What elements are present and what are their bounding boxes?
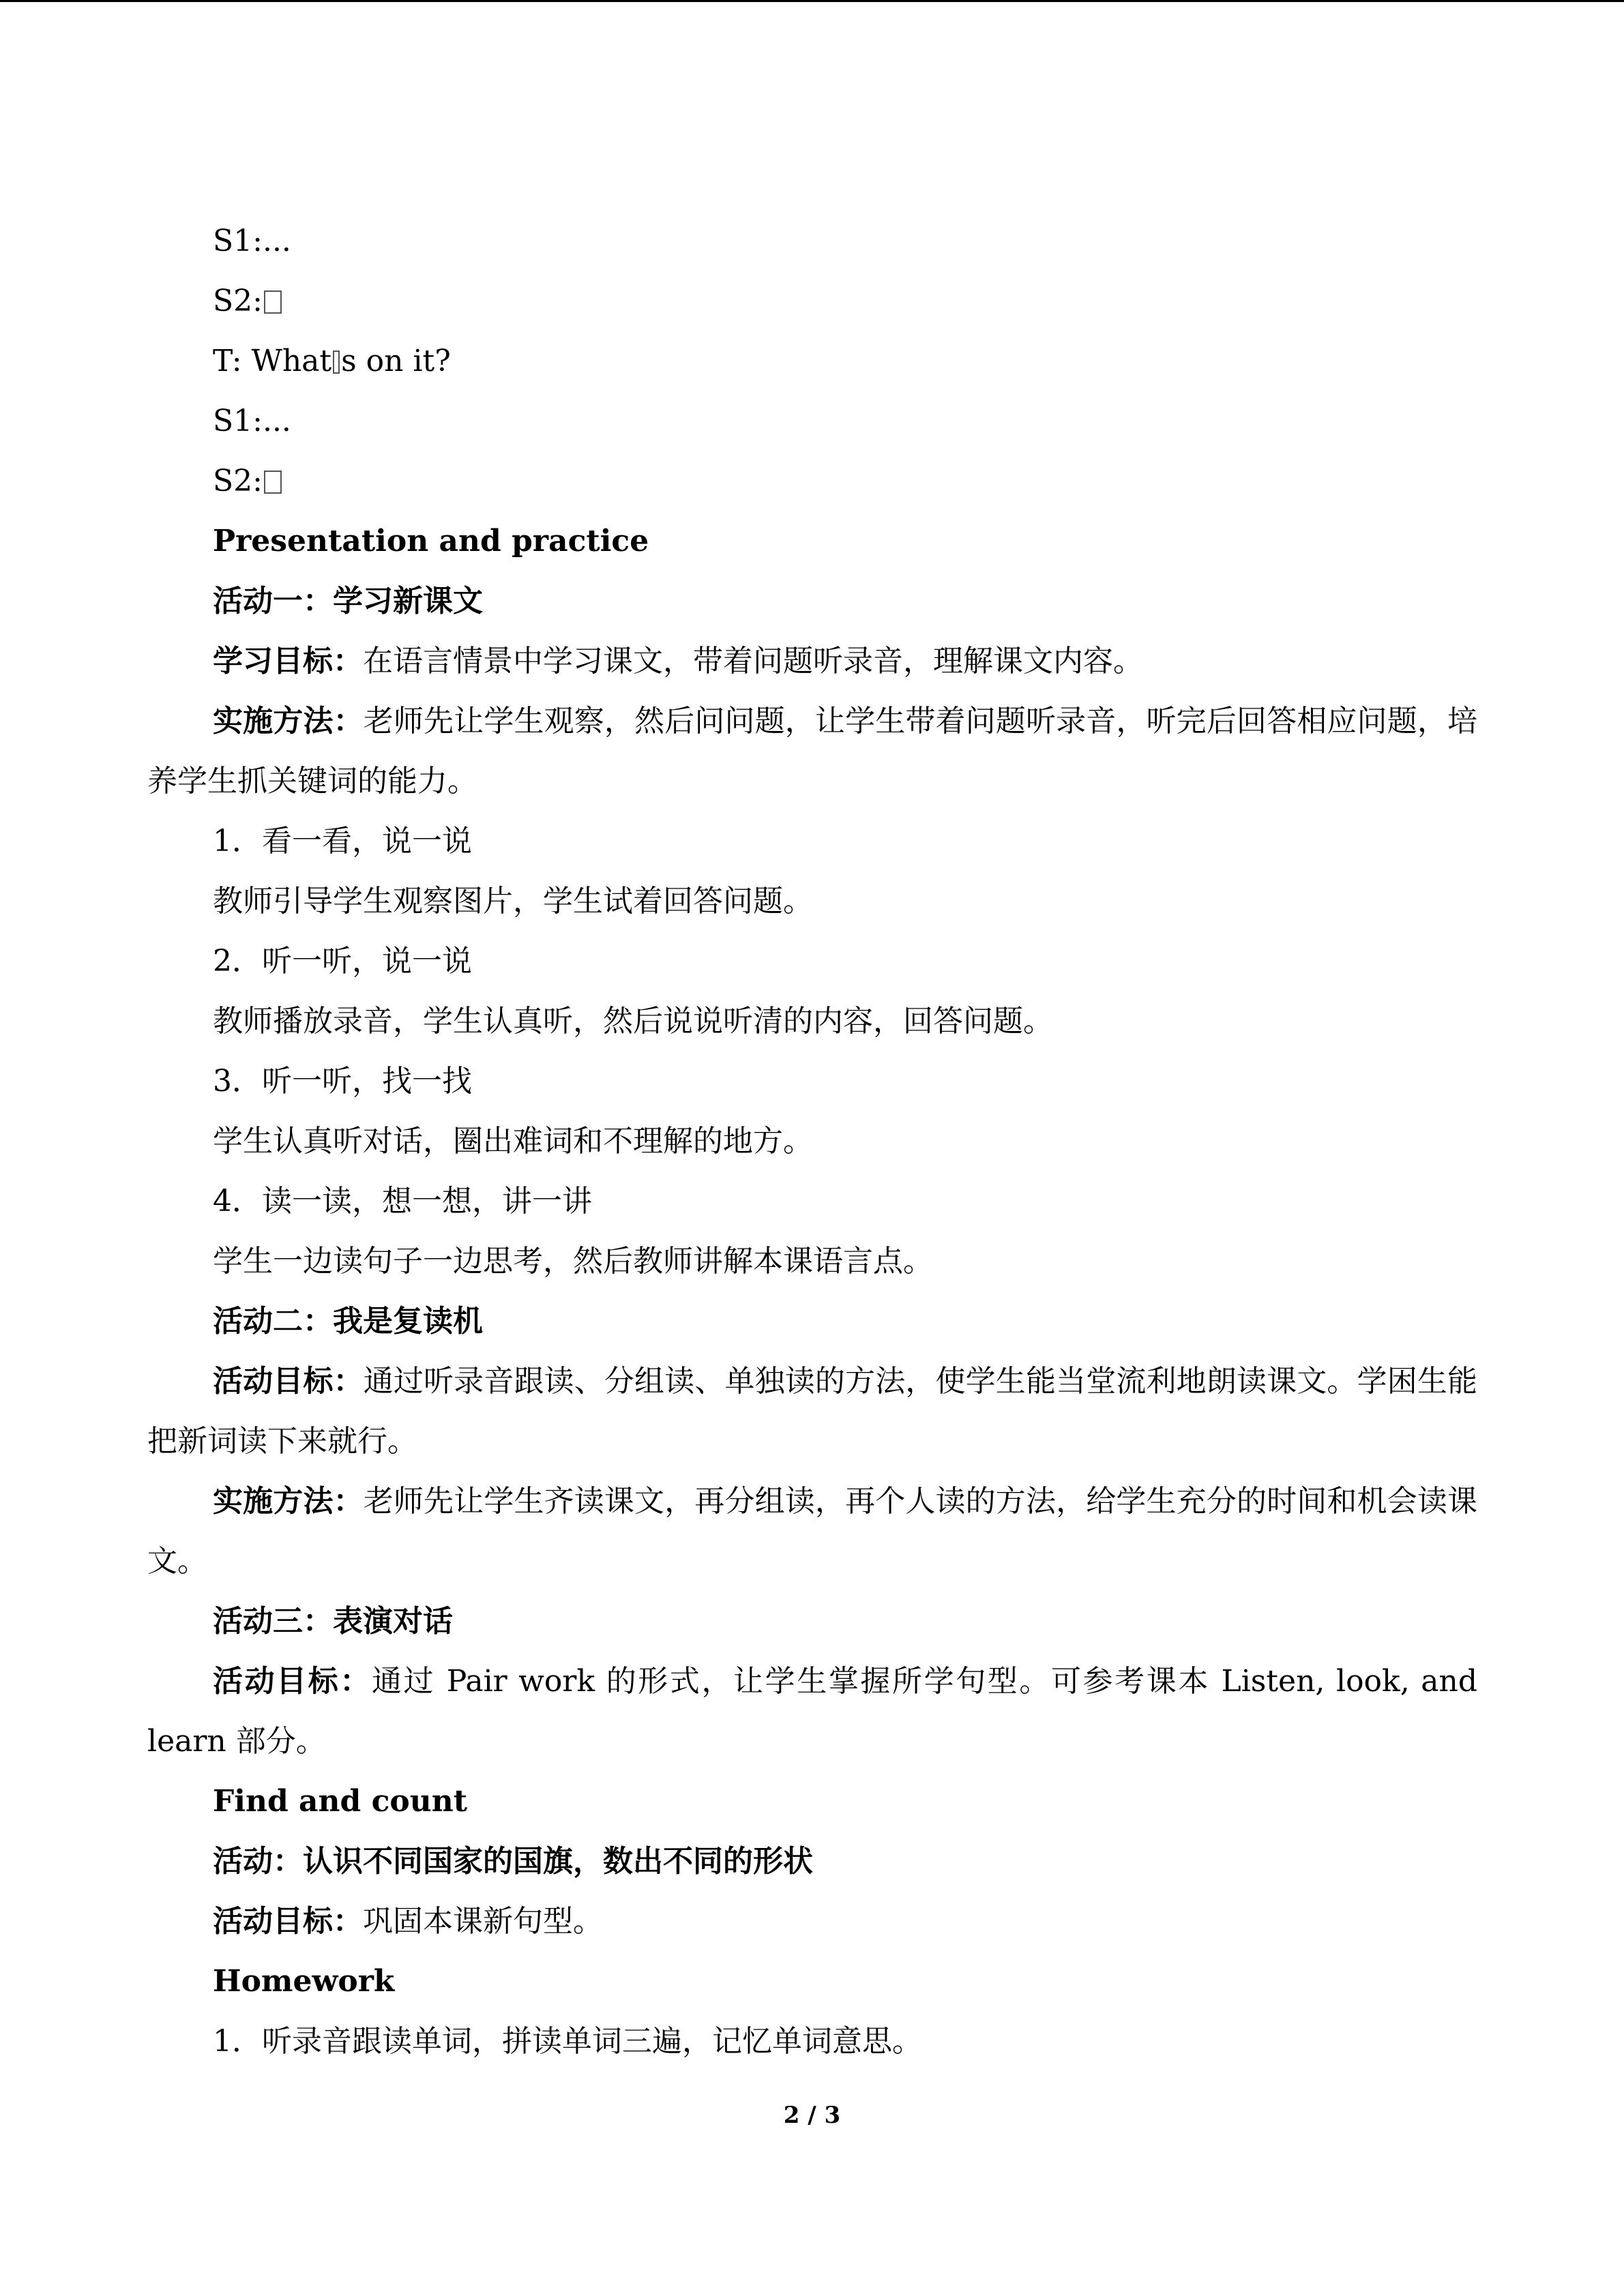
top-border-rule — [0, 0, 1624, 2]
goal-text: 在语言情景中学习课文，带着问题听录音，理解课文内容。 — [363, 644, 1143, 679]
step-2-title: 2．听一听，说一说 — [213, 944, 472, 979]
activity-title-4: 活动：认识不同国家的国旗，数出不同的形状 — [213, 1844, 813, 1879]
dialogue-line-s2 — [147, 271, 1477, 331]
method-label: 实施方法： — [213, 704, 364, 739]
dialogue-text: s on it? — [341, 344, 451, 378]
step-3-title: 3．听一听，找一找 — [213, 1064, 472, 1099]
step-3-text: 学生认真听对话，圈出难词和不理解的地方。 — [213, 1124, 813, 1159]
section-heading-find-and-count: Find and count — [213, 1784, 468, 1819]
homework-item-1: 1．听录音跟读单词，拼读单词三遍，记忆单词意思。 — [213, 2024, 922, 2059]
method-text: 老师先让学生齐读课文，再分组读，再个人读的方法，给学生充分的时间和机会读课文。 — [147, 1484, 1477, 1579]
activity-title-3: 活动三：表演对话 — [213, 1604, 453, 1639]
activity-goal-3 — [147, 1652, 1477, 1772]
dialogue-text: S2: — [213, 464, 263, 498]
step-4-title: 4．读一读，想一想，讲一讲 — [213, 1184, 592, 1219]
dialogue-text: S1:... — [213, 404, 291, 438]
goal-label: 学习目标： — [213, 644, 363, 679]
activity-method-2 — [147, 1472, 1477, 1592]
page-number: 2 / 3 — [783, 2102, 841, 2129]
goal-text: 通过听录音跟读、分组读、单独读的方法，使学生能当堂流利地朗读课文。学困生能把新词读下来就行。 — [147, 1364, 1477, 1459]
section-heading-homework: Homework — [213, 1964, 395, 1999]
dialogue-line-s2 — [147, 451, 1477, 511]
dialogue-text: T: What — [213, 344, 332, 378]
activity-goal-2 — [147, 1352, 1477, 1472]
step-2-text: 教师播放录音，学生认真听，然后说说听清的内容，回答问题。 — [213, 1004, 1053, 1039]
method-text: 老师先让学生观察，然后问问题，让学生带着问题听录音，听完后回答相应问题，培养学生抓关键词的能力。 — [147, 704, 1477, 799]
dialogue-line-s1 — [147, 391, 1477, 451]
missing-glyph-box — [264, 471, 282, 494]
activity-method-1 — [147, 691, 1477, 811]
dialogue-text: S2: — [213, 284, 263, 318]
method-label: 实施方法： — [213, 1484, 364, 1519]
missing-glyph-box — [333, 351, 340, 374]
dialogue-line-teacher — [147, 331, 1477, 391]
activity-goal-4 — [147, 1892, 1477, 1952]
section-heading-presentation: Presentation and practice — [213, 524, 649, 558]
goal-text: 巩固本课新句型。 — [363, 1904, 603, 1939]
goal-label: 活动目标： — [213, 1664, 372, 1699]
activity-goal-1 — [147, 631, 1477, 691]
goal-label: 活动目标： — [213, 1364, 364, 1399]
activity-title-1: 活动一：学习新课文 — [213, 584, 483, 618]
step-1-title: 1．看一看，说一说 — [213, 824, 472, 859]
goal-label: 活动目标： — [213, 1904, 363, 1939]
missing-glyph-box — [264, 290, 282, 314]
step-4-text: 学生一边读句子一边思考，然后教师讲解本课语言点。 — [213, 1244, 933, 1279]
document-body — [147, 211, 1477, 2072]
activity-title-2: 活动二：我是复读机 — [213, 1304, 483, 1339]
dialogue-line-s1 — [147, 211, 1477, 271]
step-1-text: 教师引导学生观察图片，学生试着回答问题。 — [213, 884, 813, 919]
dialogue-text: S1:... — [213, 224, 291, 258]
goal-text: 通过 Pair work 的形式，让学生掌握所学句型。可参考课本 Listen, look, and learn 部分。 — [147, 1664, 1478, 1759]
